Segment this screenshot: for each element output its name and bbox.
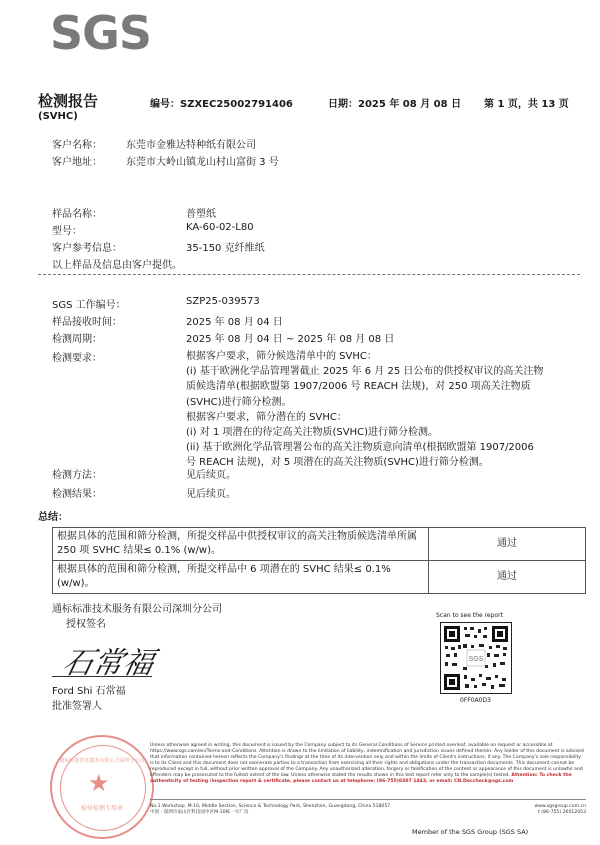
qr-caption: Scan to see the report: [436, 612, 503, 619]
received-date: 2025 年 08 月 04 日: [186, 317, 283, 328]
signature-line: [52, 676, 152, 677]
summary-desc: 根据具体的范围和筛分检测，所提交样品中 6 项潜在的 SVHC 结果≤ 0.1% (w/w)。: [53, 561, 429, 594]
requirements-label: 检测要求：: [52, 353, 102, 364]
sample-ref-label: 客户参考信息：: [52, 243, 122, 254]
requirement-line: 质候选清单(根据欧盟第 1907/2006 号 REACH 法规)，对 250 项高关注物质: [186, 381, 531, 393]
received-label: 样品接收时间：: [52, 317, 122, 328]
qr-code[interactable]: [440, 622, 512, 694]
website[interactable]: www.sgsgroup.com.cn: [534, 804, 586, 809]
svg-text:SGS: SGS: [468, 656, 484, 663]
sample-ref: 35-150 克纤维纸: [186, 243, 265, 254]
requirement-line: 号 REACH 法规)，对 5 项潜在的高关注物质(SVHC)进行筛分检测。: [186, 457, 489, 469]
table-row: [53, 528, 586, 561]
summary-label: 总结：: [38, 512, 68, 523]
job-no: SZP25-039573: [186, 296, 260, 307]
requirement-line: 根据客户要求，筛分潜在的 SVHC：: [186, 411, 347, 423]
footer-address: [150, 804, 586, 816]
signer-name: Ford Shi 石常福: [52, 686, 126, 697]
report-title: 检测报告: [38, 92, 99, 110]
test-period: 2025 年 08 月 04 日 ~ 2025 年 08 月 08 日: [186, 334, 395, 345]
client-name: 东莞市金雅达特种纸有限公司: [126, 140, 256, 151]
summary-result: 通过: [429, 561, 586, 594]
seal-star-icon: ★: [88, 769, 110, 797]
sample-note: 以上样品及信息由客户提供。: [52, 260, 182, 271]
phone: t (86-755) 26012053: [538, 810, 586, 815]
requirements-text: [186, 349, 566, 471]
report-subtitle: (SVHC): [38, 111, 78, 122]
company-seal: [50, 735, 154, 839]
footer-disclaimer: [150, 743, 586, 785]
requirement-line: (i) 基于欧洲化学品管理署截止 2025 年 6 月 25 日公布的供授权审议的高关注物: [186, 366, 544, 378]
sample-model-label: 型号：: [52, 226, 82, 237]
client-address-label: 客户地址：: [52, 157, 102, 168]
signing-company: 通标标准技术服务有限公司深圳分公司: [52, 604, 222, 615]
requirement-line: (SVHC)进行筛分检测。: [186, 396, 292, 408]
handwritten-signature: 石常福: [59, 646, 157, 681]
qr-code-id: 0FF0A0D3: [460, 697, 491, 704]
summary-result: 通过: [429, 528, 586, 561]
result-label: 检测结果：: [52, 489, 102, 500]
address-cn: 中国 · 深圳市南山区科技园中区M-10栋一号厂房: [150, 810, 249, 815]
address-en: No.1 Workshop, M-10, Middle Section, Science & Technology Park, Shenzhen, Guangdong, China 518057: [150, 804, 391, 809]
sample-name: 普塑纸: [186, 209, 216, 220]
test-method: 见后续页。: [186, 470, 236, 481]
authorized-signature-label: 授权签名: [66, 619, 106, 630]
qr-code-icon: [441, 623, 511, 693]
client-address: 东莞市大岭山镇龙山村山富街 3 号: [126, 157, 279, 168]
requirement-line: (ii) 基于欧洲化学品管理署公布的高关注物质意向清单(根据欧盟第 1907/2006: [186, 442, 534, 454]
authenticity-notice: Attention: To check the authenticity of testing /inspection report & certificate, please contact us at telephone: (86-755)8307 1443, or email: CN.Doccheck@sgs.com: [150, 773, 572, 784]
seal-text: 通标标准技术服务有限公司深圳分公司: [59, 758, 145, 764]
dashed-divider: [38, 274, 580, 275]
disclaimer-text: Unless otherwise agreed in writing, this document is issued by the Company subject to its General Conditions of Service printed overleaf, available on request or accessible at https://www.sgs.com/en/Terms-and-Conditions. Attention is drawn to the limitation of liability, indemnification and jurisdiction issues defined therein. Any holder of this document is advised that information contained hereon reflects the Company's findings at the time of its intervention only and within the limits of Client's instructions, if any. The Company's sole responsibility is to its Client and this document does not exonerate parties to a transaction from exercising all their rights and obligations under the transaction documents. This document cannot be reproduced except in full, without prior written approval of the Company. Any unauthorized alteration, forgery or falsification of the content or appearance of this document is unlawful and offenders may be prosecuted to the fullest extent of the law. Unless otherwise stated the results shown in this test report refer only to the sample(s) tested.: [150, 743, 584, 778]
report-date: 日期：2025 年 08 月 08 日: [328, 99, 462, 110]
summary-table: [52, 527, 586, 594]
report-number: 编号：SZXEC25002791406: [150, 99, 293, 110]
footer-divider: [150, 799, 586, 800]
job-no-label: SGS 工作编号：: [52, 300, 126, 311]
summary-desc: 根据具体的范围和筛分检测，所提交样品中供授权审议的高关注物质候选清单所属 250 项 SVHC 结果≤ 0.1% (w/w)。: [53, 528, 429, 561]
requirement-line: (i) 对 1 项潜在的待定高关注物质(SVHC)进行筛分检测。: [186, 427, 438, 439]
test-result: 见后续页。: [186, 489, 236, 500]
table-row: [53, 561, 586, 594]
sgs-logo: SGS: [50, 6, 152, 60]
seal-sub: 检验检测专用章: [80, 805, 123, 812]
client-name-label: 客户名称：: [52, 140, 102, 151]
sgs-member: Member of the SGS Group (SGS SA): [412, 828, 529, 836]
requirement-line: 根据客户要求，筛分候选清单中的 SVHC：: [186, 351, 377, 362]
period-label: 检测周期：: [52, 334, 102, 345]
sample-name-label: 样品名称：: [52, 209, 102, 220]
method-label: 检测方法：: [52, 470, 102, 481]
page-indicator: 第 1 页，共 13 页: [484, 99, 569, 110]
sample-model: KA-60-02-L80: [186, 222, 254, 233]
signer-title: 批准签署人: [52, 701, 102, 712]
